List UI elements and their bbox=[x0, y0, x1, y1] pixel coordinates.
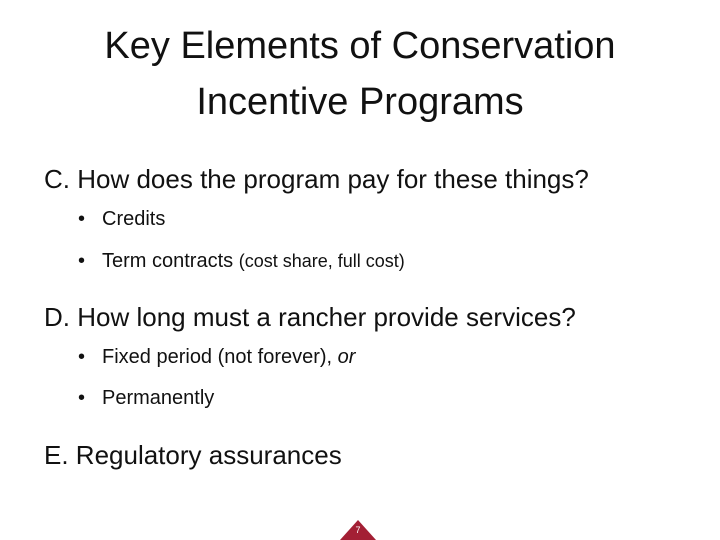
bullet-permanently bbox=[78, 385, 214, 411]
page-number-badge bbox=[340, 520, 376, 540]
bullet-text-note: (cost share, full cost) bbox=[238, 251, 405, 271]
bullet-dot: • bbox=[78, 208, 86, 230]
bullet-text-main: Term contracts bbox=[102, 250, 239, 272]
slide-title bbox=[40, 18, 680, 130]
bullet-fixed-period bbox=[78, 344, 355, 370]
title-line-2: Incentive Programs bbox=[196, 81, 524, 123]
bullet-dot: • bbox=[78, 346, 86, 368]
page-number: 7 bbox=[355, 525, 361, 535]
section-heading-d: D. How long must a rancher provide services? bbox=[44, 302, 576, 332]
bullet-dot: • bbox=[78, 250, 86, 272]
bullet-term-contracts bbox=[78, 248, 405, 274]
bullet-text-italic: or bbox=[337, 346, 356, 368]
bullet-text-main: Fixed period (not forever), bbox=[102, 346, 338, 368]
section-heading-c: C. How does the program pay for these things? bbox=[44, 164, 589, 194]
bullet-text: Permanently bbox=[102, 387, 215, 409]
title-line-1: Key Elements of Conservation bbox=[104, 25, 616, 67]
bullet-text: Credits bbox=[102, 208, 166, 230]
bullet-credits bbox=[78, 206, 165, 232]
bullet-dot: • bbox=[78, 387, 86, 409]
section-heading-e: E. Regulatory assurances bbox=[44, 440, 342, 470]
